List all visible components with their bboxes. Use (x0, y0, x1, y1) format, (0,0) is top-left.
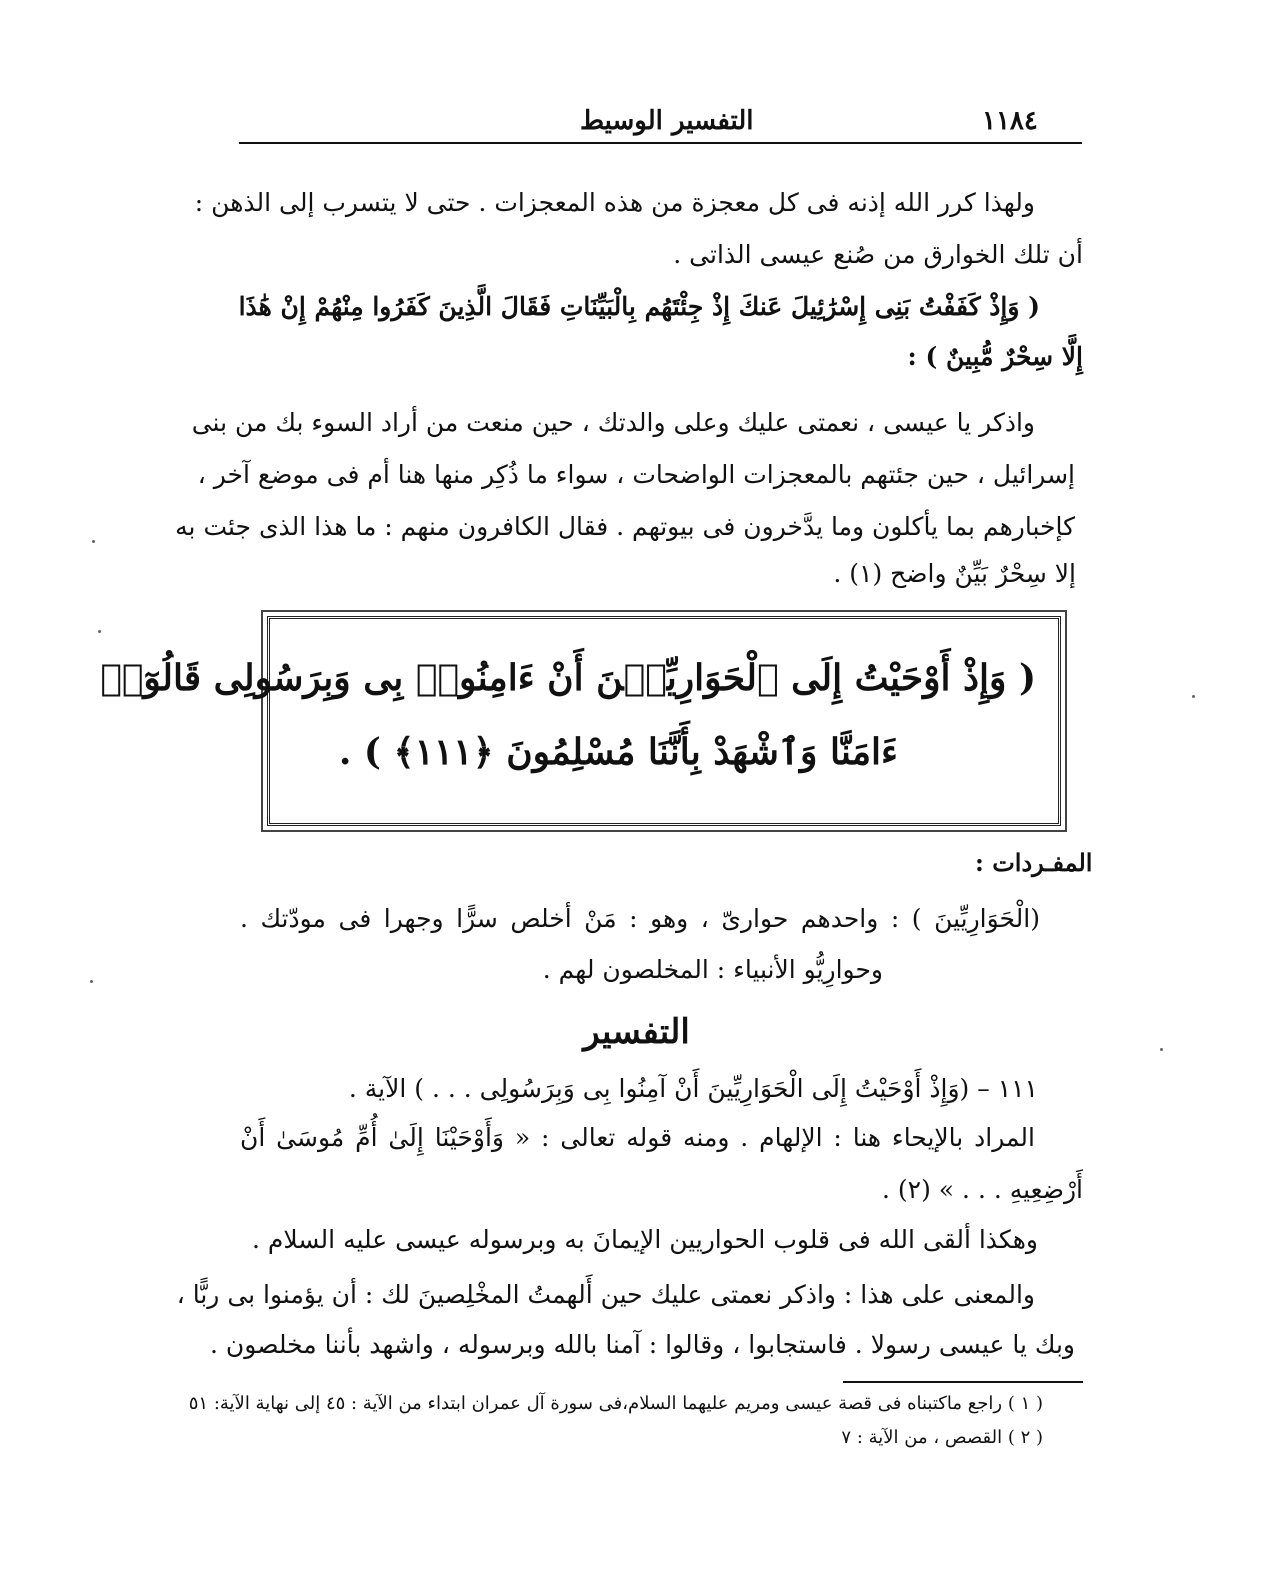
verse-box-line-1: ( وَإِذْ أَوْحَيْتُ إِلَى ٱلْحَوَارِيِّـۧنَ أَنْ ءَامِنُوا۟ بِى وَبِرَسُولِى قَالُوٓا۟ (100, 657, 1036, 699)
vocab-title: المفـردات : (975, 848, 1093, 877)
verse-110-line-1: ( وَإِذْ كَفَفْتُ بَنِى إِسْرَٰئِيلَ عَنكَ إِذْ جِئْتَهُم بِالْبَيِّنَاتِ فَقَالَ الَّذِينَ كَفَرُوا مِنْهُمْ إِنْ هَٰذَا (238, 292, 1040, 321)
verse-110-line-2: إِلَّا سِحْرٌ مُّبِينٌ ) : (907, 342, 1083, 371)
scan-speck (1160, 1048, 1163, 1051)
commentary-line-2: إسرائيل ، حين جئتهم بالمعجزات الواضحات ، سواء ما ذُكِر منها هنا أم فى موضع آخر ، (197, 460, 1075, 489)
vocab-line-2: وحوارِيُّو الأنبياء : المخلصون لهم . (542, 955, 883, 984)
scan-speck (1192, 695, 1195, 698)
section-title: التفسير (583, 1012, 690, 1052)
tafsir-line-5: والمعنى على هذا : واذكر نعمتى عليك حين أَلهمتُ المخْلِصينَ لك : أن يؤمنوا بى ربًّا ، (176, 1280, 1035, 1309)
running-title: التفسير الوسيط (580, 106, 754, 136)
footnote-rule (843, 1381, 1083, 1383)
tafsir-line-1: ١١١ – (وَإِذْ أَوْحَيْتُ إِلَى الْحَوَارِيِّينَ أَنْ آمِنُوا بِى وَبِرَسُولِى . . . ) الآية . (348, 1074, 1038, 1103)
footnote-2: ( ٢ ) القصص ، من الآية : ٧ (841, 1427, 1043, 1448)
scan-speck (92, 540, 95, 543)
scan-speck (98, 630, 101, 633)
intro-line-1: ولهذا كرر الله إذنه فى كل معجزة من هذه المعجزات . حتى لا يتسرب إلى الذهن : (194, 188, 1035, 217)
header-rule (239, 142, 1082, 144)
commentary-line-3: كإخبارهم بما يأكلون وما يدَّخرون فى بيوتهم . فقال الكافرون منهم : ما هذا الذى جئت به (175, 512, 1075, 541)
commentary-line-4: إلا سِحْرٌ بَيِّنٌ واضح (١) . (833, 559, 1076, 588)
footnote-1: ( ١ ) راجع ماكتبناه فى قصة عيسى ومريم عليهما السلام،فى سورة آل عمران ابتداء من الآية : ٤٥ إلى نهاية الآية: ٥١ (188, 1393, 1043, 1414)
commentary-line-1: واذكر يا عيسى ، نعمتى عليك وعلى والدتك ، حين منعت من أراد السوء بك من بنى (191, 408, 1035, 437)
verse-box-line-2: ءَامَنَّا وَٱشْهَدْ بِأَنَّنَا مُسْلِمُونَ ﴿١١١﴾ ) . (338, 731, 898, 773)
tafsir-line-2: المراد بالإيحاء هنا : الإلهام . ومنه قوله تعالى : « وَأَوْحَيْنَا إِلَىٰ أُمِّ مُوسَىٰ أَنْ (240, 1123, 1035, 1152)
page-number: ١١٨٤ (982, 106, 1038, 136)
tafsir-line-6: وبك يا عيسى رسولا . فاستجابوا ، وقالوا : آمنا بالله وبرسوله ، واشهد بأننا مخلصون . (210, 1330, 1075, 1359)
intro-line-2: أن تلك الخوارق من صُنع عيسى الذاتى . (673, 240, 1083, 269)
tafsir-line-3: أَرْضِعِيهِ . . . » (٢) . (882, 1175, 1083, 1204)
verse-box (100, 616, 1061, 826)
vocab-line-1: (الْحَوَارِيِّينَ ) : واحدهم حوارىّ ، وهو : مَنْ أخلص سرًّا وجهرا فى مودّتك . (240, 904, 1040, 933)
scan-speck (90, 980, 93, 983)
tafsir-line-4: وهكذا ألقى الله فى قلوب الحواريين الإيمانَ به وبرسوله عيسى عليه السلام . (251, 1225, 1038, 1254)
